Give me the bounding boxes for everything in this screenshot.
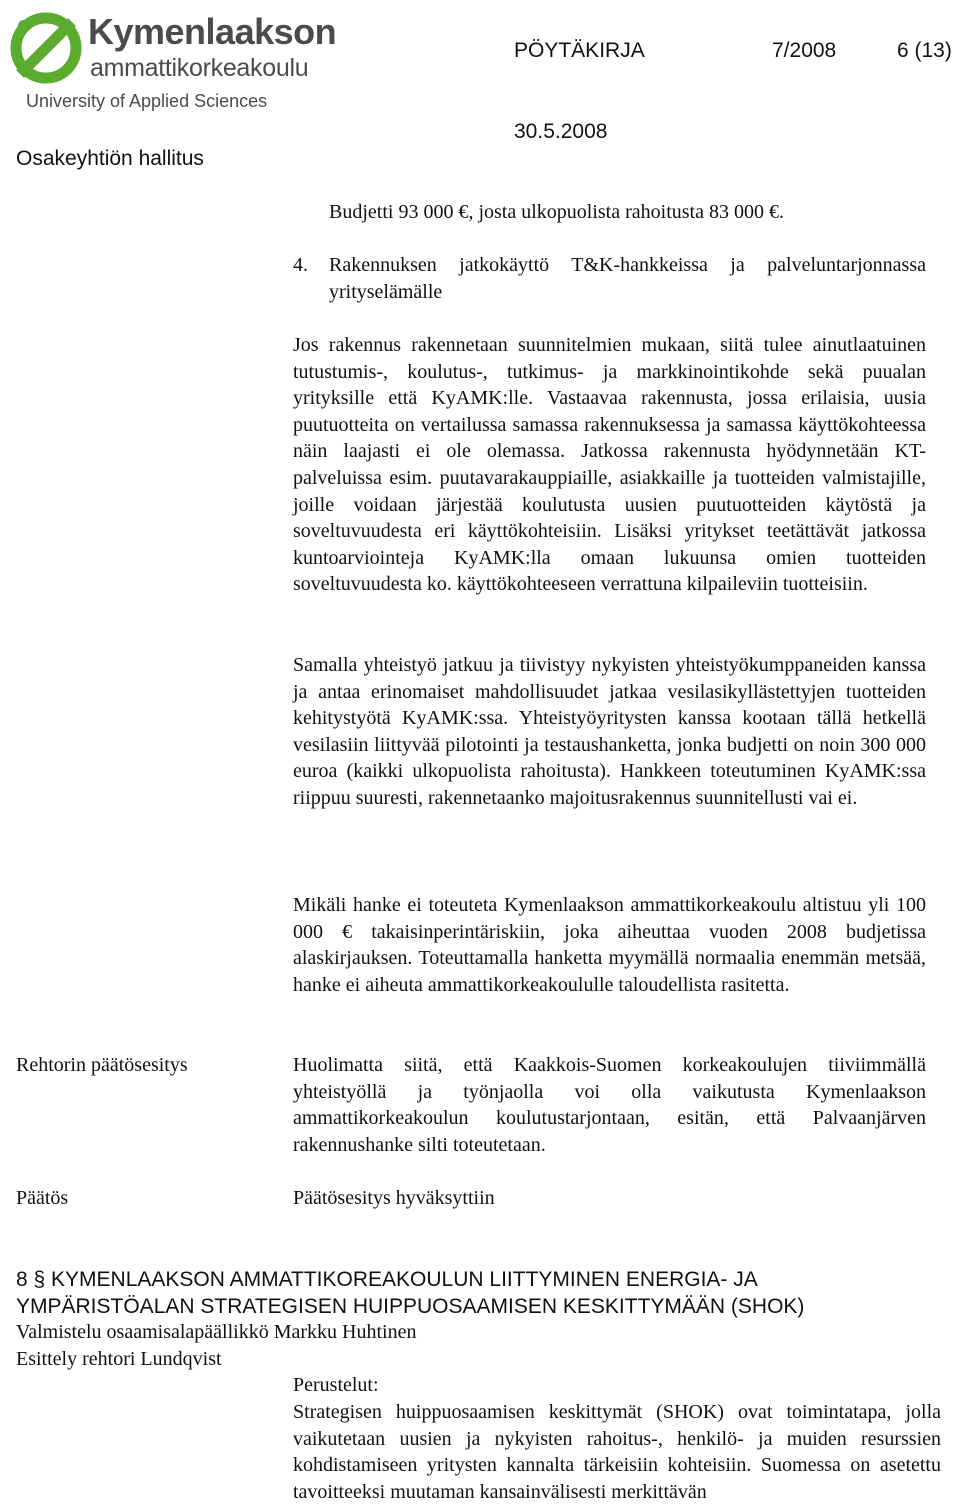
- logo-mark-icon: [10, 12, 82, 84]
- paragraph-cooperation: Samalla yhteistyö jatkuu ja tiivistyy nykyisten yhteistyökumppaneiden kanssa ja antaa erinomaiset mahdollisuudet jatkaa vesilasikyllästettyjen tuotteiden kehitystyötä KyAMK:ssa. Yhteistyöyritysten kanssa kootaan tällä hetkellä vesilasiin liittyvää pilotointi ja testaushanketta, jonka budjetti on noin 300 000 euroa (kaikki ulkopuolista rahoitusta). Hankkeen toteutuminen KyAMK:ssa riippuu suuresti, rakennetaanko majoitusrakennus suunnitellusti vai ei.: [293, 654, 926, 809]
- logo-english-name: University of Applied Sciences: [26, 91, 268, 111]
- proposal-label: Rehtorin päätösesitys: [16, 1054, 188, 1076]
- page-number: 6 (13): [897, 39, 952, 62]
- logo-name: Kymenlaakson: [88, 11, 337, 52]
- section-8-presented: Esittely rehtori Lundqvist: [16, 1348, 222, 1370]
- section-8-title: 8 § KYMENLAAKSON AMMATTIKOREAKOULUN LIITTYMINEN ENERGIA- JA YMPÄRISTÖALAN STRATEGISEN HUIPPUOSAAMISEN KESKITTYMÄÄN (SHOK): [16, 1268, 805, 1318]
- document-number: 7/2008: [772, 39, 837, 62]
- paragraph-risk: Mikäli hanke ei toteuteta Kymenlaakson ammattikorkeakoulu altistuu yli 100 000 € takaisinperintäriskiin, joka aiheuttaa vuoden 2008 budjetissa alaskirjauksen. Toteuttamalla hanketta myymällä normaalia enemmän metsää, hanke ei aiheuta ammattikorkeakoululle taloudellista rasitetta.: [293, 894, 926, 996]
- proposal-text: Huolimatta siitä, että Kaakkois-Suomen korkeakoulujen tiiviimmällä yhteistyöllä ja työnjaolla voi olla vaikutusta Kymenlaakson ammattikorkeakoulun koulutustarjontaan, esitän, että Palvaanjärven rakennushanke silti toteutetaan.: [293, 1054, 926, 1156]
- document-type: PÖYTÄKIRJA: [514, 39, 645, 62]
- item-number: 4.: [293, 254, 308, 276]
- document-date: 30.5.2008: [514, 120, 608, 143]
- section-8-grounds-text: Strategisen huippuosaamisen keskittymät (SHOK) ovat toimintatapa, jolla vaikutetaan uusien ja nykyisten rahoitus-, henkilö- ja muiden resurssien kohdistamiseen yritysten kannalta tärkeisiin kohteisiin. Suomessa on asetettu tavoitteeksi muutaman kansainvälisesti merkittävän: [293, 1401, 941, 1503]
- section-8-grounds-label: Perustelut:: [293, 1374, 379, 1396]
- paragraph-building-use: Jos rakennus rakennetaan suunnitelmien mukaan, siitä tulee ainutlaatuinen tutustumis-, koulutus-, tutkimus- ja markkinointikohde sekä puualan yrityksille että KyAMK:lle. Vastaavaa rakennusta, jossa erilaisia, uusia puutuotteita on vertailussa samassa rakennuksessa ja samassa käyttökohteessa näin laajasti ei ole olemassa. Jatkossa rakennusta hyödynnetään KT-palveluissa esim. puutavarakauppiaille, asiakkaille ja tuotteiden valmistajille, joille voidaan järjestää koulutusta uusien puutuotteiden käytöstä ja soveltuvuudesta eri käyttökohteisiin. Lisäksi yritykset teetättävät jatkossa kuntoarviointeja KyAMK:lla omaan lukuunsa omien tuotteiden soveltuvuudesta ko. käyttökohteeseen verrattuna kilpaileviin tuotteisiin.: [293, 334, 926, 596]
- logo-subtitle: ammattikorkeakoulu: [90, 54, 309, 82]
- budget-line: Budjetti 93 000 €, josta ulkopuolista rahoitusta 83 000 €.: [329, 201, 784, 223]
- item-title: Rakennuksen jatkokäyttö T&K-hankkeissa ja palveluntarjonnassa yrityselämälle: [329, 254, 926, 303]
- governing-body: Osakeyhtiön hallitus: [16, 147, 204, 170]
- decision-label: Päätös: [16, 1187, 69, 1209]
- university-logo: [10, 11, 337, 112]
- decision-text: Päätösesitys hyväksyttiin: [293, 1187, 495, 1209]
- section-8-prepared: Valmistelu osaamisalapäällikkö Markku Huhtinen: [16, 1321, 417, 1343]
